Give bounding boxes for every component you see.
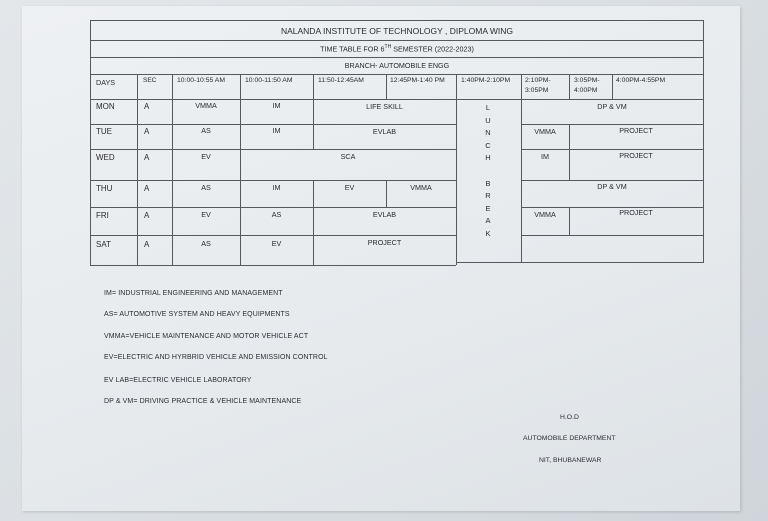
sec-cell: A — [144, 184, 150, 193]
day-wed: WED — [96, 153, 115, 162]
lunch-letter: K — [485, 228, 491, 238]
header-p5b: 3:05PM — [525, 87, 549, 94]
rule — [90, 235, 456, 236]
rule — [137, 74, 138, 265]
rule — [386, 74, 387, 99]
rule — [90, 265, 456, 266]
subject-cell: AS — [201, 183, 211, 192]
rule — [521, 149, 704, 150]
lunch-gap — [456, 165, 520, 178]
subject-cell: PROJECT — [619, 208, 653, 217]
rule — [612, 74, 613, 99]
subject-cell: EV — [271, 239, 282, 248]
subject-cell: PROJECT — [367, 238, 402, 247]
semester-title: TIME TABLE FOR 6TH SEMESTER (2022-2023) — [320, 44, 474, 54]
header-p5a: 2:10PM- — [525, 77, 551, 84]
signature-place: NIT, BHUBANEWAR — [539, 457, 602, 464]
subject-cell: SCA — [340, 152, 356, 161]
subject-cell: VMMA — [534, 210, 556, 219]
subject-cell: EV — [201, 152, 211, 161]
header-p4: 12:45PM-1:40 PM — [390, 77, 445, 84]
signature-hod: H.O.D — [560, 414, 579, 421]
header-p1: 10:00-10:55 AM — [177, 77, 225, 84]
legend-item: EV=ELECTRIC AND HYRBRID VEHICLE AND EMISSION CONTROL — [104, 354, 328, 361]
branch-title: BRANCH- AUTOMOBILE ENGG — [344, 61, 450, 70]
lunch-letter: E — [485, 203, 491, 213]
rule — [90, 40, 704, 41]
sec-cell: A — [144, 127, 150, 136]
rule — [90, 99, 704, 100]
lunch-letter: B — [485, 178, 491, 188]
day-thu: THU — [96, 184, 113, 193]
subject-cell: AS — [271, 210, 282, 219]
day-tue: TUE — [96, 127, 112, 136]
subject-cell: EVLAB — [372, 127, 397, 136]
subject-cell: DP & VM — [597, 102, 627, 111]
header-days: DAYS — [96, 78, 116, 87]
subject-cell: IM — [272, 101, 281, 110]
day-sat: SAT — [96, 240, 111, 249]
subject-cell: AS — [201, 239, 211, 248]
header-p6a: 3:05PM- — [574, 77, 600, 84]
lunch-letter: A — [485, 216, 491, 226]
header-p3: 11:50-12:45AM — [318, 77, 364, 84]
lunch-letter: U — [485, 115, 491, 125]
lunch-letter: H — [485, 153, 491, 163]
rule — [90, 149, 456, 150]
subject-cell: IM — [541, 152, 549, 161]
lunch-letter: R — [485, 191, 491, 201]
legend-item: IM= INDUSTRIAL ENGINEERING AND MANAGEMENT — [104, 290, 283, 297]
rule — [313, 74, 314, 149]
rule — [521, 180, 704, 181]
day-mon: MON — [96, 102, 115, 111]
institute-title: NALANDA INSTITUTE OF TECHNOLOGY , DIPLOMA WING — [280, 26, 514, 36]
rule — [90, 57, 704, 58]
day-fri: FRI — [96, 211, 109, 220]
subject-cell: EV — [344, 183, 355, 192]
rule — [90, 180, 456, 181]
legend-item: EV LAB=ELECTRIC VEHICLE LABORATORY — [104, 377, 252, 384]
lunch-break-label — [456, 102, 520, 241]
rule — [521, 235, 704, 236]
subject-cell: IM — [272, 183, 281, 192]
subject-cell: EVLAB — [372, 210, 397, 219]
subject-cell: DP & VM — [597, 182, 627, 191]
rule — [90, 20, 704, 21]
rule — [456, 262, 704, 263]
header-sec: SEC — [143, 77, 157, 84]
signature-department: AUTOMOBILE DEPARTMENT — [523, 435, 616, 442]
lunch-letter: N — [485, 128, 491, 138]
rule — [703, 20, 704, 262]
sec-cell: A — [144, 240, 150, 249]
rule — [90, 20, 91, 265]
sec-cell: A — [144, 153, 150, 162]
subject-cell: VMMA — [410, 183, 432, 192]
header-p6b: 4:00PM — [574, 87, 598, 94]
sec-cell: A — [144, 211, 150, 220]
rule — [90, 207, 456, 208]
header-p2: 10:00-11:50 AM — [245, 77, 293, 84]
rule — [313, 180, 314, 265]
legend-item: AS= AUTOMOTIVE SYSTEM AND HEAVY EQUIPMENTS — [104, 311, 290, 318]
subject-cell: EV — [201, 210, 211, 219]
lunch-letter: C — [485, 140, 491, 150]
sec-cell: A — [144, 102, 150, 111]
lunch-letter: L — [485, 103, 491, 112]
header-lunch: 1:40PM-2:10PM — [461, 77, 511, 84]
subject-cell: VMMA — [195, 101, 217, 110]
legend-item: DP & VM= DRIVING PRACTICE & VEHICLE MAINTENANCE — [104, 398, 302, 405]
subject-cell: PROJECT — [619, 126, 653, 135]
subject-cell: AS — [201, 126, 211, 135]
subject-cell: IM — [272, 126, 281, 135]
subject-cell: VMMA — [534, 127, 556, 136]
legend-item: VMMA=VEHICLE MAINTENANCE AND MOTOR VEHICLE ACT — [104, 333, 309, 340]
header-p7: 4:00PM-4:55PM — [616, 77, 666, 84]
subject-cell: PROJECT — [619, 151, 653, 160]
rule — [569, 74, 570, 99]
subject-cell: LIFE SKILL — [366, 102, 403, 111]
rule — [521, 124, 704, 125]
rule — [90, 124, 456, 125]
